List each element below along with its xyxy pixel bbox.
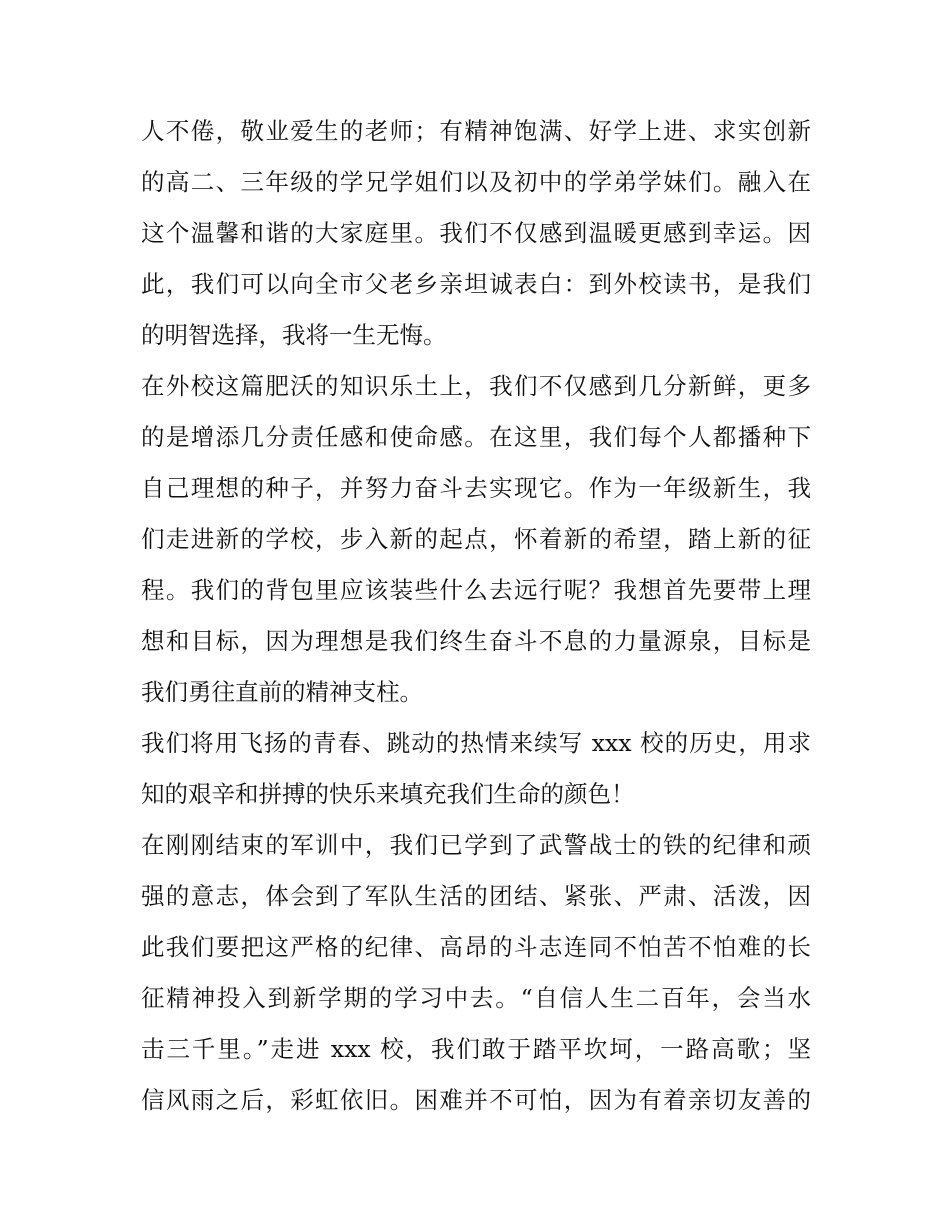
text-line: 知的艰辛和拼搏的快乐来填充我们生命的颜色！ (141, 780, 635, 808)
paragraph-1 (141, 106, 811, 361)
text-line: 的明智选择，我将一生无悔。 (141, 321, 447, 349)
paragraph-2 (141, 361, 811, 718)
text-line: 人不倦，敬业爱生的老师；有精神饱满、好学上进、求实创新 (141, 117, 811, 145)
text-line: 在外校这篇肥沃的知识乐土上，我们不仅感到几分新鲜，更多 (141, 372, 811, 400)
text-line: 自己理想的种子，并努力奋斗去实现它。作为一年级新生，我 (141, 474, 811, 502)
text-line: 我们勇往直前的精神支柱。 (141, 678, 423, 706)
paragraph-3 (141, 718, 811, 820)
text-line: 强的意志，体会到了军队生活的团结、紧张、严肃、活泼，因 (141, 882, 811, 910)
text-line: 的是增添几分责任感和使命感。在这里，我们每个人都播种下 (141, 423, 811, 451)
text-line: 此，我们可以向全市父老乡亲坦诚表白：到外校读书，是我们 (141, 270, 811, 298)
document-body (141, 106, 811, 1126)
text-line: 这个温馨和谐的大家庭里。我们不仅感到温暖更感到幸运。因 (141, 219, 811, 247)
text-line: 程。我们的背包里应该装些什么去远行呢？我想首先要带上理 (141, 576, 811, 604)
paragraph-4 (141, 820, 811, 1126)
text-line: 想和目标，因为理想是我们终生奋斗不息的力量源泉，目标是 (141, 627, 811, 655)
text-line: 我们将用飞扬的青春、跳动的热情来续写 xxx 校的历史，用求 (141, 729, 811, 757)
text-line: 的高二、三年级的学兄学姐们以及初中的学弟学妹们。融入在 (141, 168, 811, 196)
text-line: 信风雨之后，彩虹依旧。困难并不可怕，因为有着亲切友善的 (141, 1086, 811, 1114)
text-line: 征精神投入到新学期的学习中去。“自信人生二百年，会当水 (141, 984, 811, 1012)
text-line: 在刚刚结束的军训中，我们已学到了武警战士的铁的纪律和顽 (141, 831, 811, 859)
text-line: 击三千里。”走进 xxx 校，我们敢于踏平坎坷，一路高歌；坚 (141, 1035, 811, 1063)
text-line: 们走进新的学校，步入新的起点，怀着新的希望，踏上新的征 (141, 525, 811, 553)
text-line: 此我们要把这严格的纪律、高昂的斗志连同不怕苦不怕难的长 (141, 933, 811, 961)
